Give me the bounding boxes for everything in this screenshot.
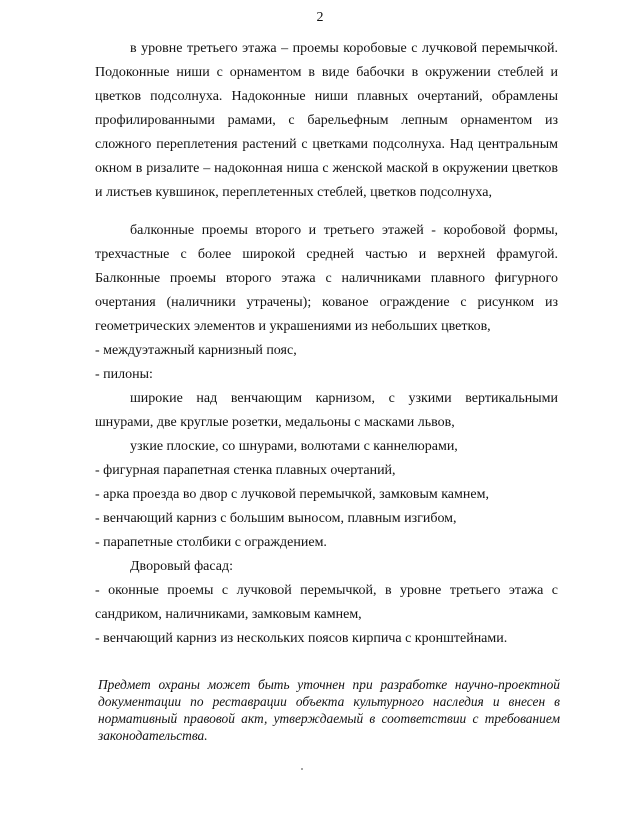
list-item-courtyard-cornice: - венчающий карниз из нескольких поясов кирпича с кронштейнами. — [95, 631, 508, 646]
protection-note: Предмет охраны может быть уточнен при разработке научно-проектной документации по реставрации объекта культурного наследия и внесен в нормативный правовой акт, утверждаемый в соответствии с требованием законодательства. — [98, 677, 560, 743]
paragraph-narrow-pylons: узкие плоские, со шнурами, волютами с каннелюрами, — [130, 439, 458, 454]
list-item-arch: - арка проезда во двор с лучковой перемычкой, замковым камнем, — [95, 487, 489, 502]
section-heading-courtyard-facade: Дворовый фасад: — [130, 559, 233, 574]
list-item-crowning-cornice: - венчающий карниз с большим выносом, плавным изгибом, — [95, 511, 457, 526]
main-text — [95, 37, 558, 651]
list-item-parapet-posts: - парапетные столбики с ограждением. — [95, 535, 327, 550]
paragraph-balcony-openings: балконные проемы второго и третьего этажей - коробовой формы, трехчастные с более широкой средней частью и верхней фрамугой. Балконные проемы второго этажа с наличниками плавного фигурного очертания (наличники утрачены); кованое ограждение с рисунком из геометрических элементов и украшениями из небольших цветков, — [95, 223, 558, 334]
list-item-cornice-belt: - междуэтажный карнизный пояс, — [95, 343, 297, 358]
list-item-courtyard-windows: - оконные проемы с лучковой перемычкой, в уровне третьего этажа с сандриком, наличниками, замковым камнем, — [95, 583, 558, 622]
list-item-parapet-wall: - фигурная парапетная стенка плавных очертаний, — [95, 463, 396, 478]
paragraph-windows-third-floor: в уровне третьего этажа – проемы коробовые с лучковой перемычкой. Подоконные ниши с орнаментом в виде бабочки в окружении стеблей и цветков подсолнуха. Надоконные ниши плавных очертаний, обрамлены профилированными рамами, с барельефным лепным орнаментом из сложного переплетения растений с цветками подсолнуха. Над центральным окном в ризалите – надоконная ниша с женской маской в окружении цветков и листьев кувшинок, переплетенных стеблей, цветков подсолнуха, — [95, 41, 558, 200]
paragraph-wide-pylons: широкие над венчающим карнизом, с узкими вертикальными шнурами, две круглые розетки, медальоны с масками львов, — [95, 391, 558, 430]
list-item-pylons: - пилоны: — [95, 367, 153, 382]
page-number: 2 — [316, 10, 324, 25]
scan-speck — [301, 768, 303, 770]
